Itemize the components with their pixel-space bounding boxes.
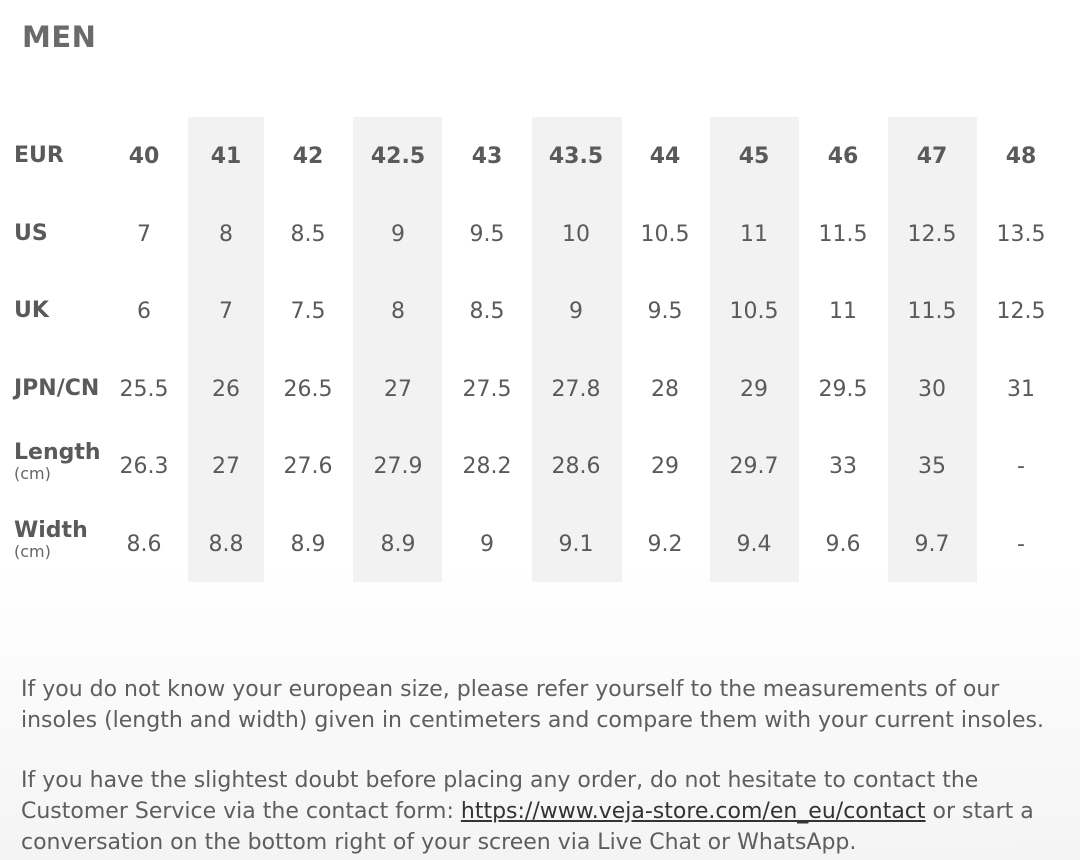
size-header-cell: 43.5 bbox=[548, 143, 604, 169]
size-cell: 8 bbox=[219, 221, 233, 247]
size-cell: 12.5 bbox=[907, 221, 957, 247]
size-cell: 12.5 bbox=[996, 298, 1046, 324]
size-cell: 7 bbox=[137, 221, 151, 247]
contact-note bbox=[21, 765, 1061, 858]
size-cell: 9.4 bbox=[736, 531, 772, 557]
size-cell: 9.5 bbox=[647, 298, 683, 324]
size-header-cell: 45 bbox=[738, 143, 770, 169]
size-cell: 26.3 bbox=[119, 453, 169, 479]
size-cell: 27.5 bbox=[462, 376, 512, 402]
size-cell: 27.9 bbox=[373, 453, 423, 479]
row-label-jpn-cn bbox=[14, 377, 122, 400]
size-cell: 9.1 bbox=[558, 531, 594, 557]
size-header-cell: 46 bbox=[827, 143, 859, 169]
size-cell: 13.5 bbox=[996, 221, 1046, 247]
size-cell: 35 bbox=[918, 453, 946, 479]
size-cell: 29 bbox=[651, 453, 679, 479]
size-cell: 28.6 bbox=[551, 453, 601, 479]
row-label-text: Length bbox=[14, 440, 101, 465]
size-cell: 11 bbox=[740, 221, 768, 247]
size-cell: 8 bbox=[391, 298, 405, 324]
size-cell: 11 bbox=[829, 298, 857, 324]
contact-note-text-end: or start a conversation on the bottom right of your screen via Live Chat or WhatsApp. bbox=[21, 799, 1034, 855]
size-cell: 7 bbox=[219, 298, 233, 324]
size-cell: 28 bbox=[651, 376, 679, 402]
size-cell: 9.7 bbox=[914, 531, 950, 557]
size-cell: 11.5 bbox=[907, 298, 957, 324]
size-cell: 8.9 bbox=[290, 531, 326, 557]
size-cell: 28.2 bbox=[462, 453, 512, 479]
size-header-cell: 48 bbox=[1005, 143, 1037, 169]
row-label-unit: (cm) bbox=[14, 542, 51, 562]
size-cell: 9 bbox=[480, 531, 494, 557]
row-label-length bbox=[14, 441, 122, 483]
size-cell: 9.2 bbox=[647, 531, 683, 557]
size-cell: 8.6 bbox=[126, 531, 162, 557]
row-label-text: EUR bbox=[14, 143, 64, 168]
row-label-text: US bbox=[14, 221, 48, 246]
size-header-cell: 47 bbox=[916, 143, 948, 169]
column-shade bbox=[532, 117, 622, 582]
size-cell: 31 bbox=[1007, 376, 1035, 402]
size-cell: 27 bbox=[212, 453, 240, 479]
size-cell: 8.5 bbox=[290, 221, 326, 247]
size-header-cell: 42.5 bbox=[370, 143, 426, 169]
row-label-uk bbox=[14, 299, 122, 322]
row-label-us bbox=[14, 222, 122, 245]
size-cell: - bbox=[1017, 453, 1025, 479]
row-label-unit: (cm) bbox=[14, 464, 51, 484]
size-cell: 8.8 bbox=[208, 531, 244, 557]
size-cell: 29.7 bbox=[729, 453, 779, 479]
size-cell: 27.8 bbox=[551, 376, 601, 402]
column-shade bbox=[353, 117, 442, 582]
size-cell: 26 bbox=[212, 376, 240, 402]
size-cell: 8.5 bbox=[469, 298, 505, 324]
size-cell: 9 bbox=[391, 221, 405, 247]
row-label-eur bbox=[14, 144, 122, 167]
size-header-cell: 40 bbox=[128, 143, 160, 169]
size-header-cell: 41 bbox=[210, 143, 242, 169]
row-label-width bbox=[14, 519, 122, 561]
size-cell: 29 bbox=[740, 376, 768, 402]
contact-form-link[interactable]: https://www.veja-store.com/en_eu/contact bbox=[460, 799, 926, 824]
size-cell: 10 bbox=[562, 221, 590, 247]
page-title: MEN bbox=[22, 20, 97, 54]
contact-note-text: If you have the slightest doubt before placing any order, do not hesitate to contact the Customer Service via the contact form: bbox=[21, 768, 979, 824]
size-cell: 27.6 bbox=[283, 453, 333, 479]
size-cell: 29.5 bbox=[818, 376, 868, 402]
size-cell: 6 bbox=[137, 298, 151, 324]
size-cell: 9.5 bbox=[469, 221, 505, 247]
row-label-text: JPN/CN bbox=[14, 376, 100, 401]
column-shade bbox=[888, 117, 977, 582]
size-cell: - bbox=[1017, 531, 1025, 557]
size-cell: 26.5 bbox=[283, 376, 333, 402]
column-shade bbox=[710, 117, 799, 582]
size-cell: 27 bbox=[384, 376, 412, 402]
size-cell: 9 bbox=[569, 298, 583, 324]
size-header-cell: 42 bbox=[292, 143, 324, 169]
row-label-text: UK bbox=[14, 298, 49, 323]
size-header-cell: 44 bbox=[649, 143, 681, 169]
size-cell: 10.5 bbox=[729, 298, 779, 324]
size-help-note: If you do not know your european size, please refer yourself to the measurements of our insoles (length and width) given in centimeters and compare them with your current insoles. bbox=[21, 677, 1044, 733]
size-cell: 25.5 bbox=[119, 376, 169, 402]
size-cell: 8.9 bbox=[380, 531, 416, 557]
size-cell: 10.5 bbox=[640, 221, 690, 247]
size-cell: 11.5 bbox=[818, 221, 868, 247]
size-cell: 30 bbox=[918, 376, 946, 402]
row-label-text: Width bbox=[14, 518, 88, 543]
size-header-cell: 43 bbox=[471, 143, 503, 169]
size-cell: 7.5 bbox=[290, 298, 326, 324]
size-cell: 33 bbox=[829, 453, 857, 479]
column-shade bbox=[188, 117, 264, 582]
size-cell: 9.6 bbox=[825, 531, 861, 557]
